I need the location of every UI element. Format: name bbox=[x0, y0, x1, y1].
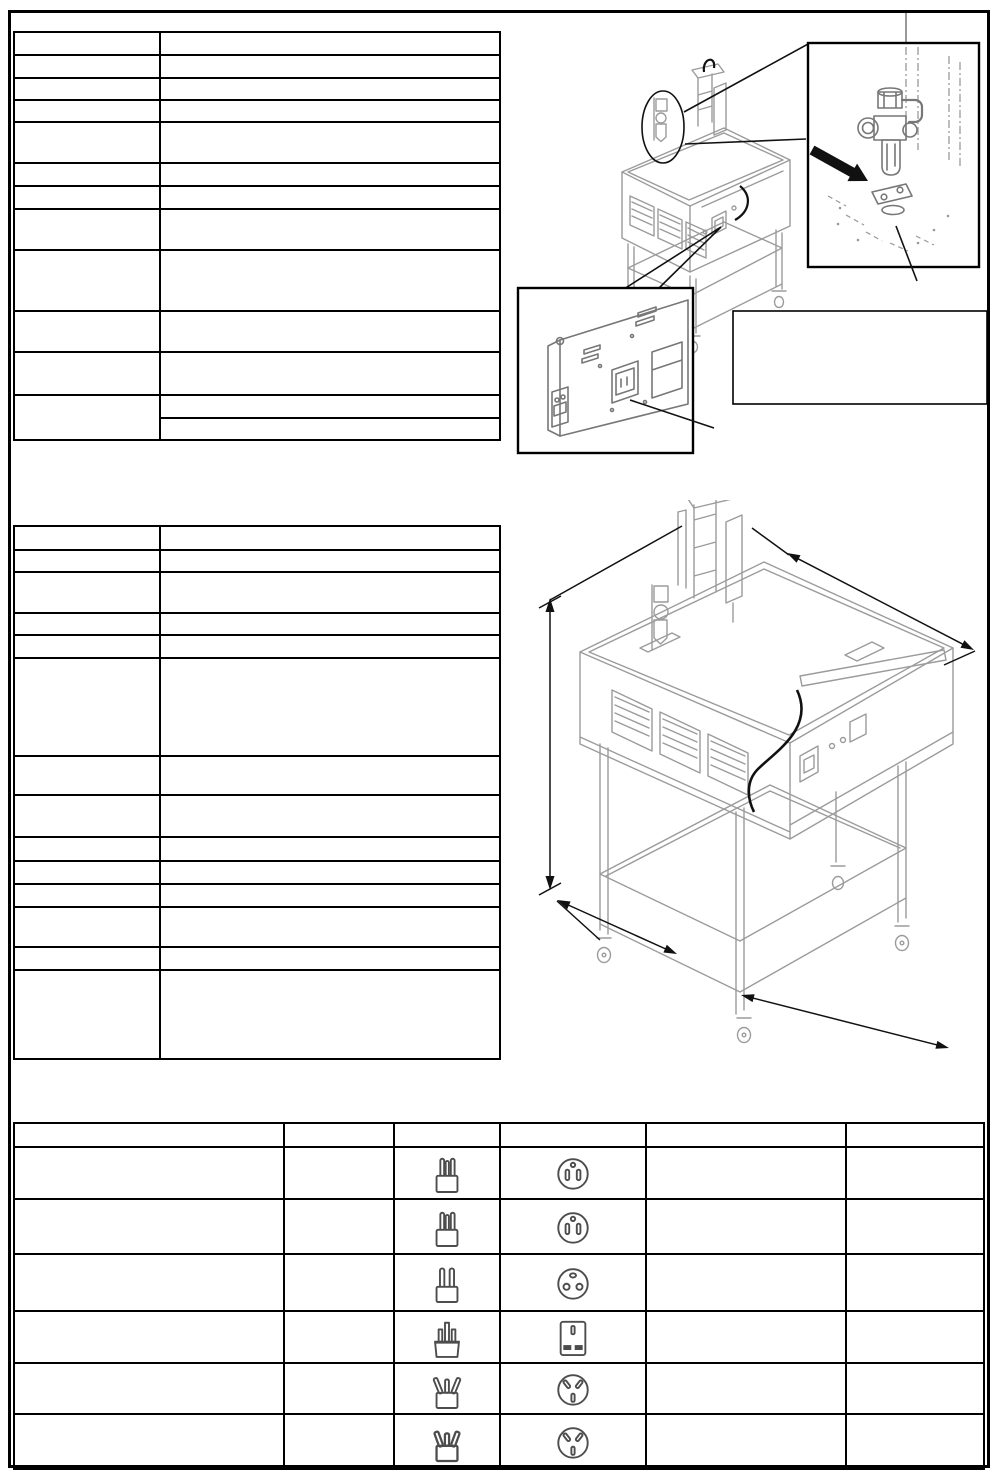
plug-table-cell bbox=[646, 1311, 846, 1363]
spec-table-middle bbox=[13, 525, 501, 1060]
outlet-icon-cell bbox=[500, 1147, 646, 1199]
plug-table-cell bbox=[284, 1147, 394, 1199]
width-dimension-arrow-bottom-left bbox=[557, 900, 677, 954]
spec-label-cell bbox=[14, 163, 160, 186]
spec-value-cell bbox=[160, 635, 500, 658]
spec-value-cell bbox=[160, 658, 500, 756]
plug-table-cell bbox=[14, 1147, 284, 1199]
spec-value-cell bbox=[160, 209, 500, 250]
plug-table-header bbox=[500, 1123, 646, 1147]
plug-icon-cell bbox=[394, 1414, 500, 1469]
au-angled-plug-2-icon bbox=[428, 1419, 466, 1465]
spec-label-cell bbox=[14, 186, 160, 209]
spec-value-cell bbox=[160, 837, 500, 861]
plug-table-header bbox=[284, 1123, 394, 1147]
plug-table-cell bbox=[846, 1414, 984, 1469]
spec-label-cell bbox=[14, 635, 160, 658]
spec-label-cell bbox=[14, 658, 160, 756]
figure-machine-callouts bbox=[505, 10, 996, 480]
outlet-icon-cell bbox=[500, 1254, 646, 1311]
spec-value-cell bbox=[160, 756, 500, 795]
spec-value-cell bbox=[160, 32, 500, 55]
spec-value-cell bbox=[160, 55, 500, 78]
uk-square-outlet-icon bbox=[554, 1314, 592, 1360]
spec-label-cell bbox=[14, 100, 160, 122]
spec-value-cell bbox=[160, 947, 500, 970]
outlet-icon-cell bbox=[500, 1363, 646, 1414]
plug-table-cell bbox=[14, 1311, 284, 1363]
spec-label-cell bbox=[14, 55, 160, 78]
plug-table-cell bbox=[284, 1254, 394, 1311]
plug-table-cell bbox=[646, 1147, 846, 1199]
plug-icon-cell bbox=[394, 1199, 500, 1254]
spec-value-cell bbox=[160, 78, 500, 100]
spec-label-cell bbox=[14, 250, 160, 311]
spec-label-cell bbox=[14, 884, 160, 907]
plug-table-cell bbox=[284, 1311, 394, 1363]
au-angled-plug-icon bbox=[428, 1366, 466, 1412]
spec-value-cell bbox=[160, 526, 500, 550]
spec-label-cell bbox=[14, 970, 160, 1059]
us-3prong-plug-icon bbox=[428, 1150, 466, 1196]
au-round-outlet-icon bbox=[554, 1366, 592, 1412]
plug-table-cell bbox=[14, 1254, 284, 1311]
spec-value-cell bbox=[160, 250, 500, 311]
spec-value-cell bbox=[160, 884, 500, 907]
plug-table-cell bbox=[846, 1311, 984, 1363]
dimension-extension-lines bbox=[539, 526, 975, 940]
spec-value-cell bbox=[160, 186, 500, 209]
plug-table-cell bbox=[14, 1414, 284, 1469]
plug-table-cell bbox=[646, 1199, 846, 1254]
figure-machine-dimensions bbox=[505, 500, 996, 1070]
spec-value-cell bbox=[160, 572, 500, 613]
spec-label-cell bbox=[14, 613, 160, 635]
spec-value-cell bbox=[160, 795, 500, 837]
euro-2pin-plug-icon bbox=[428, 1260, 466, 1306]
spec-value-cell bbox=[160, 550, 500, 572]
plug-table-cell bbox=[14, 1199, 284, 1254]
machine-cart-sketch bbox=[580, 500, 953, 1043]
power-plug-table bbox=[13, 1122, 985, 1470]
plug-table-header bbox=[14, 1123, 284, 1147]
spec-label-cell bbox=[14, 572, 160, 613]
spec-label-cell bbox=[14, 861, 160, 884]
spec-label-cell bbox=[14, 907, 160, 947]
spec-value-cell bbox=[160, 352, 500, 395]
plug-table-cell bbox=[284, 1363, 394, 1414]
spec-value-cell bbox=[160, 122, 500, 163]
spec-label-cell bbox=[14, 32, 160, 55]
plug-table-cell bbox=[846, 1363, 984, 1414]
spec-value-cell bbox=[160, 163, 500, 186]
plug-table-header bbox=[646, 1123, 846, 1147]
spec-label-cell bbox=[14, 550, 160, 572]
empty-label-box bbox=[733, 311, 987, 404]
spec-label-cell bbox=[14, 795, 160, 837]
depth-dimension-arrow-top bbox=[787, 553, 974, 650]
spec-value-cell bbox=[160, 418, 500, 440]
spec-label-cell bbox=[14, 526, 160, 550]
outlet-icon-cell bbox=[500, 1311, 646, 1363]
spec-label-cell bbox=[14, 311, 160, 352]
plug-table-cell bbox=[646, 1414, 846, 1469]
us-round-outlet-icon bbox=[554, 1204, 592, 1250]
spec-label-cell bbox=[14, 395, 160, 440]
spec-label-cell bbox=[14, 837, 160, 861]
plug-icon-cell bbox=[394, 1254, 500, 1311]
plug-icon-cell bbox=[394, 1311, 500, 1363]
plug-table-header bbox=[394, 1123, 500, 1147]
plug-icon-cell bbox=[394, 1363, 500, 1414]
spec-label-cell bbox=[14, 352, 160, 395]
plug-table-cell bbox=[646, 1254, 846, 1311]
spec-value-cell bbox=[160, 861, 500, 884]
magnifier-ellipse bbox=[642, 91, 684, 163]
us-3prong-plug-icon bbox=[428, 1204, 466, 1250]
detail-box-side-panel bbox=[518, 288, 714, 453]
plug-table-cell bbox=[284, 1414, 394, 1469]
spec-value-cell bbox=[160, 395, 500, 418]
spec-value-cell bbox=[160, 100, 500, 122]
plug-table-cell bbox=[846, 1147, 984, 1199]
plug-table-cell bbox=[846, 1199, 984, 1254]
spec-value-cell bbox=[160, 907, 500, 947]
plug-table-header bbox=[846, 1123, 984, 1147]
spec-value-cell bbox=[160, 311, 500, 352]
spec-value-cell bbox=[160, 613, 500, 635]
uk-3pin-plug-icon bbox=[428, 1314, 466, 1360]
plug-table-cell bbox=[846, 1254, 984, 1311]
plug-table-cell bbox=[14, 1363, 284, 1414]
spec-label-cell bbox=[14, 947, 160, 970]
spec-label-cell bbox=[14, 209, 160, 250]
outlet-icon-cell bbox=[500, 1199, 646, 1254]
au-round-outlet-icon bbox=[554, 1419, 592, 1465]
outlet-icon-cell bbox=[500, 1414, 646, 1469]
euro-round-outlet-icon bbox=[554, 1260, 592, 1306]
spec-label-cell bbox=[14, 756, 160, 795]
height-dimension-arrow bbox=[546, 598, 555, 890]
spec-label-cell bbox=[14, 122, 160, 163]
spec-label-cell bbox=[14, 78, 160, 100]
spec-table-top bbox=[13, 31, 501, 441]
plug-table-cell bbox=[284, 1199, 394, 1254]
depth-dimension-arrow-bottom-right bbox=[741, 994, 949, 1048]
plug-icon-cell bbox=[394, 1147, 500, 1199]
spec-value-cell bbox=[160, 970, 500, 1059]
us-round-outlet-icon bbox=[554, 1150, 592, 1196]
plug-table-cell bbox=[646, 1363, 846, 1414]
